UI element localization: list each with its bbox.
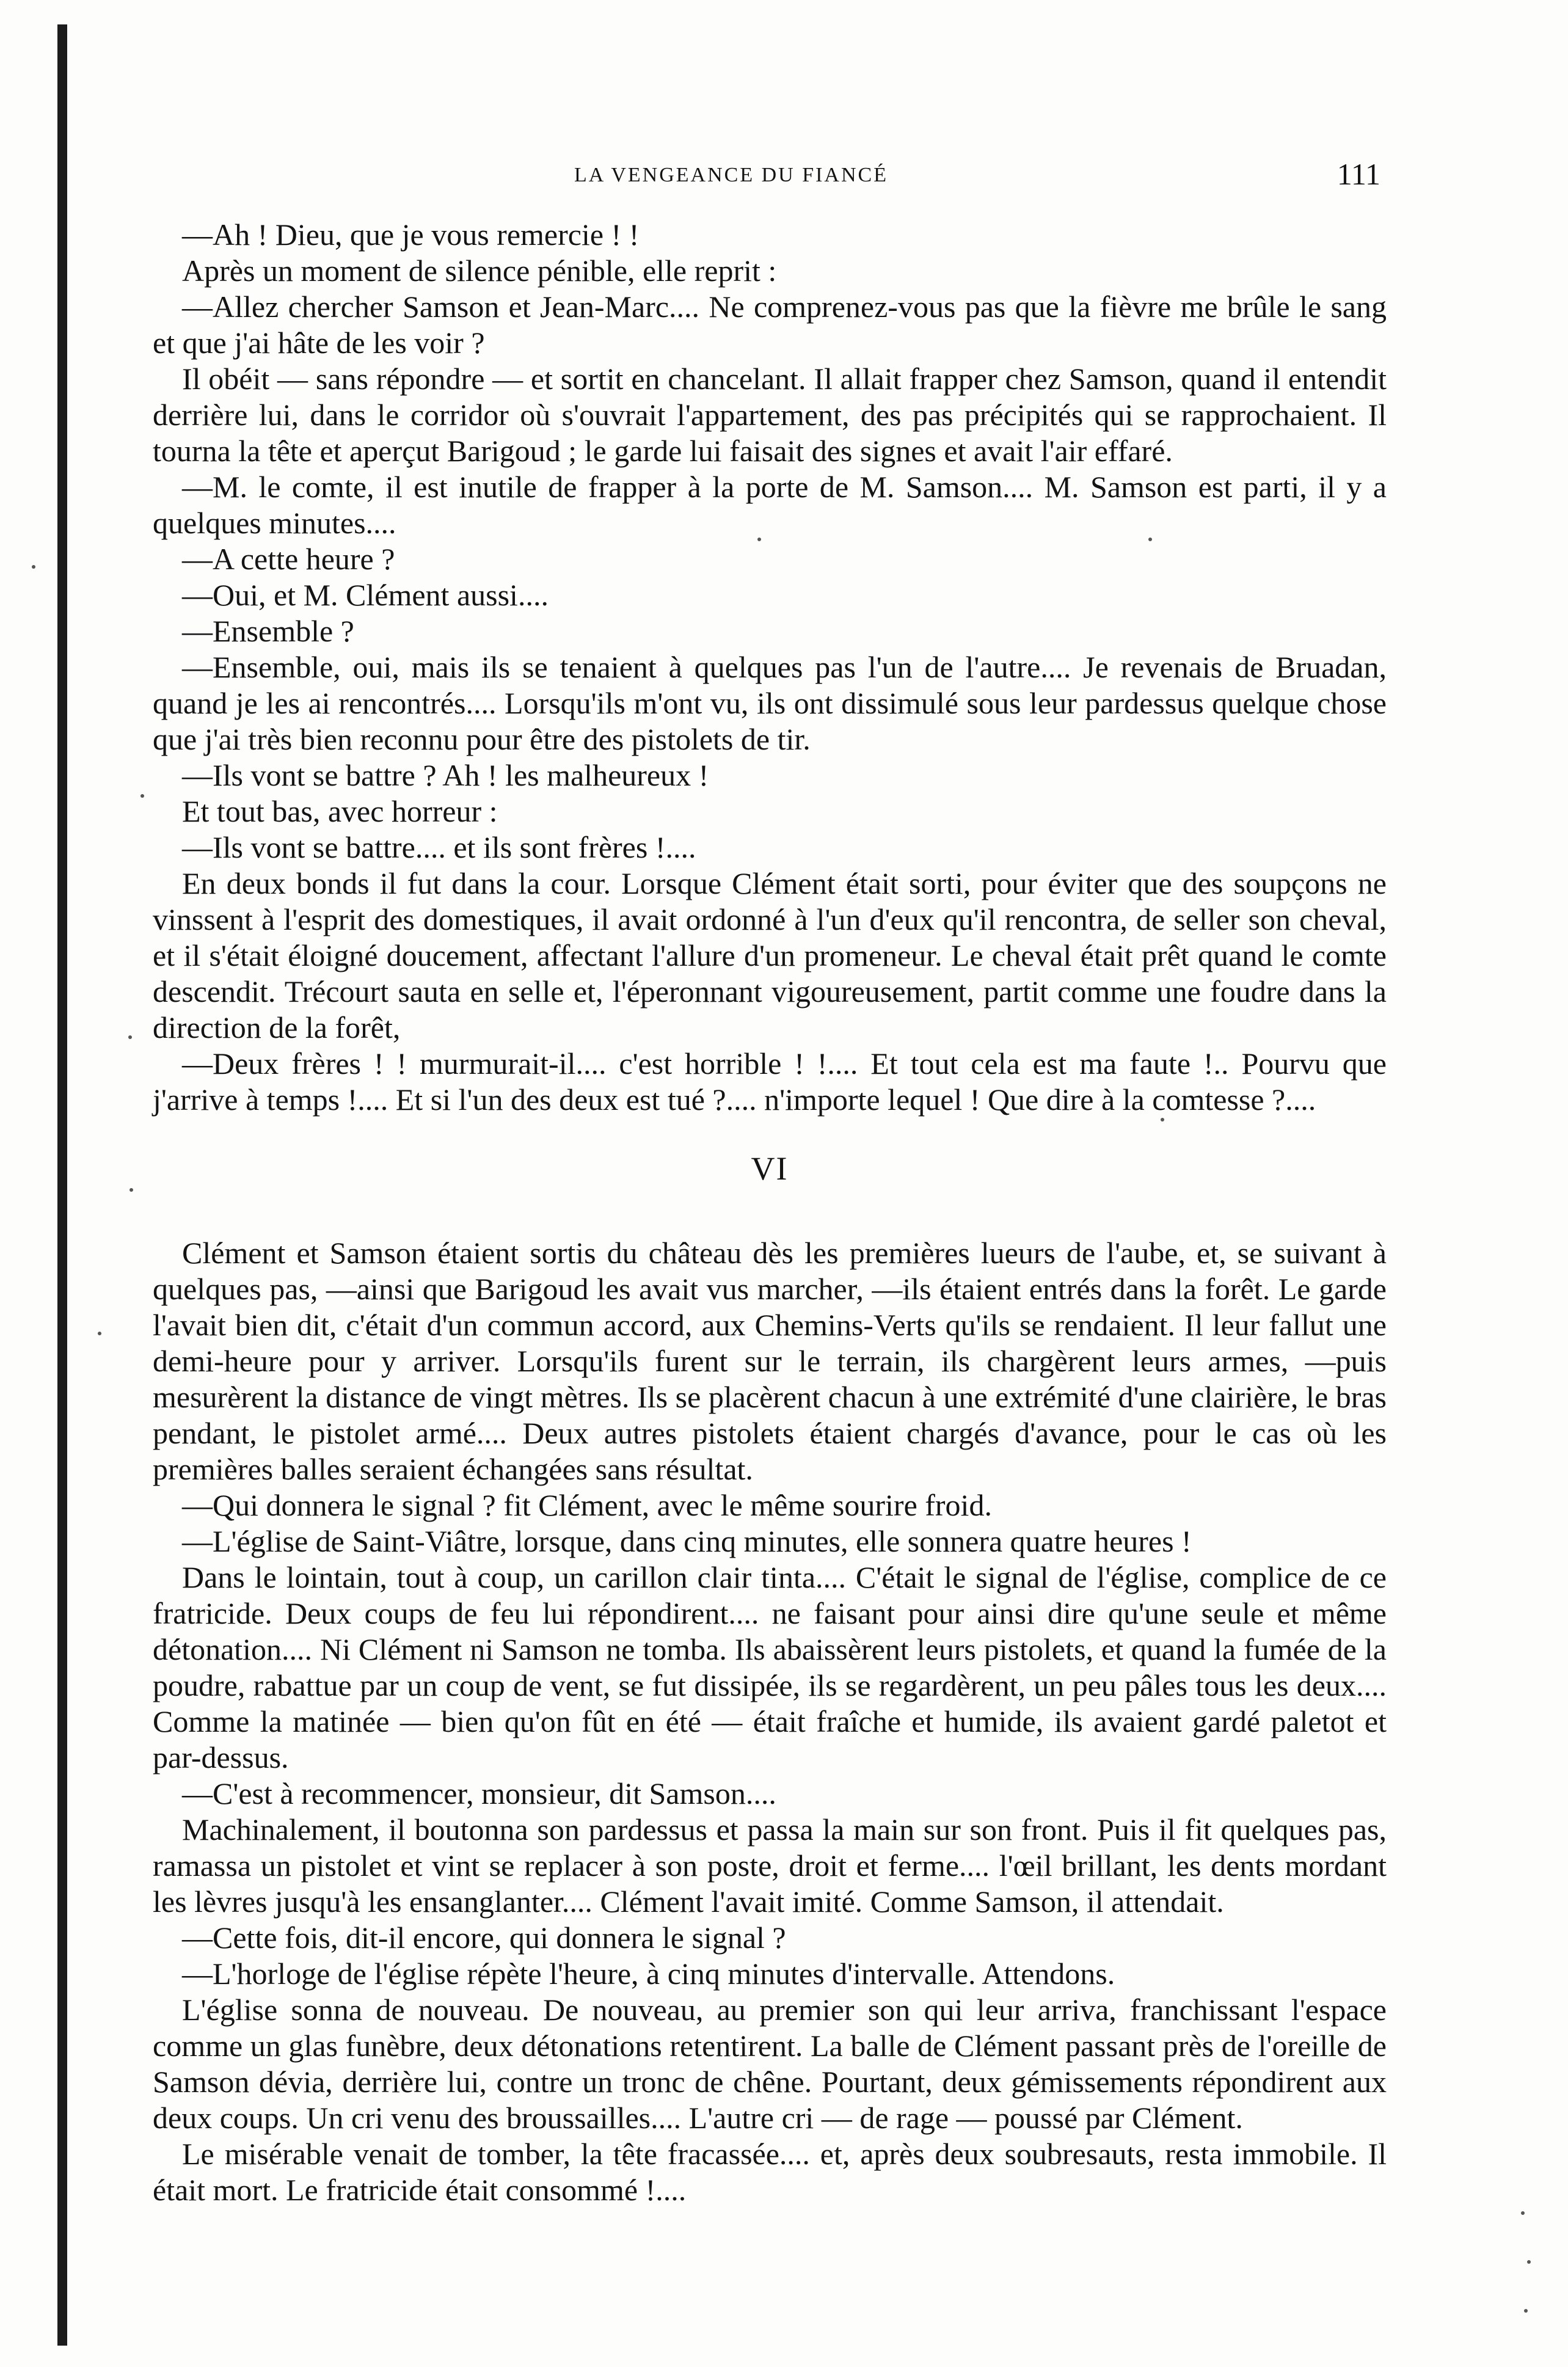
paragraph: —A cette heure ? (182, 542, 395, 576)
scan-speck (98, 1332, 101, 1335)
scan-speck (757, 538, 761, 541)
chapter-text-before (153, 217, 1387, 1118)
paragraph: Il obéit — sans répondre — et sortit en chancelant. Il allait frapper chez Samson, quand il entendit derrière lui, dans le corridor où s'ouvrait l'appartement, des pas précipités qui se rapprochaient. Il tourna la tête et aperçut Barigoud ; le garde lui faisait des signes et avait l'air effaré. (153, 362, 1387, 468)
scan-speck (1524, 2309, 1528, 2313)
scan-speck (128, 1035, 132, 1039)
paragraph: L'église sonna de nouveau. De nouveau, au premier son qui leur arriva, franchissant l'espace comme un glas funèbre, deux détonations retentirent. La balle de Clément passant près de l'oreille de Samson dévia, derrière lui, contre un tronc de chêne. Pourtant, deux gémissements répondirent aux deux coups. Un cri venu des broussailles.... L'autre cri — de rage — poussé par Clément. (153, 1993, 1387, 2135)
paragraph: —L'église de Saint-Viâtre, lorsque, dans cinq minutes, elle sonnera quatre heures ! (182, 1524, 1192, 1558)
paragraph: Après un moment de silence pénible, elle reprit : (182, 253, 777, 288)
paragraph: —Ensemble ? (182, 614, 354, 648)
paragraph: —C'est à recommencer, monsieur, dit Samson.... (182, 1776, 776, 1811)
paragraph: —Cette fois, dit-il encore, qui donnera le signal ? (182, 1920, 786, 1955)
paragraph: —Ah ! Dieu, que je vous remercie ! ! (182, 217, 640, 252)
scan-speck (32, 565, 35, 569)
paragraph: Dans le lointain, tout à coup, un carillon clair tinta.... C'était le signal de l'église, complice de ce fratricide. Deux coups de feu lui répondirent.... ne faisant pour ainsi dire qu'une seule et même détonation.... Ni Clément ni Samson ne tomba. Ils abaissèrent leurs pistolets, et quand la fumée de la poudre, rabattue par un coup de vent, se fut dissipée, ils se regardèrent, un peu pâles tous les deux.... Comme la matinée — bien qu'on fût en été — était fraîche et humide, ils avaient gardé paletot et par-dessus. (153, 1560, 1387, 1774)
paragraph: En deux bonds il fut dans la cour. Lorsque Clément était sorti, pour éviter que des soupçons ne vinssent à l'esprit des domestiques, il avait ordonné à l'un d'eux qu'il rencontra, de seller son cheval, et il s'était éloigné doucement, affectant l'allure d'un promeneur. Le cheval était prêt quand le comte descendit. Trécourt sauta en selle et, l'éperonnant vigoureusement, partit comme une foudre dans la direction de la forêt, (153, 866, 1387, 1045)
binding-edge (57, 24, 67, 2346)
scan-speck (1521, 2211, 1525, 2215)
paragraph: —Ensemble, oui, mais ils se tenaient à quelques pas l'un de l'autre.... Je revenais de Bruadan, quand je les ai rencontrés.... Lorsqu'ils m'ont vu, ils ont dissimulé sous leur pardessus quelque chose que j'ai très bien reconnu pour être des pistolets de tir. (153, 650, 1387, 756)
scan-speck (129, 1188, 133, 1192)
paragraph: —Deux frères ! ! murmurait-il.... c'est horrible ! !.... Et tout cela est ma faute !.. Pourvu que j'arrive à temps !.... Et si l'un des deux est tué ?.... n'importe lequel ! Que dire à la comtesse ?.... (153, 1046, 1387, 1117)
page-body (153, 217, 1387, 2208)
running-title: LA VENGEANCE DU FIANCÉ (574, 164, 888, 186)
paragraph: —Ils vont se battre.... et ils sont frères !.... (182, 830, 696, 864)
section-heading: VI (751, 1150, 789, 1187)
paragraph: Clément et Samson étaient sortis du château dès les premières lueurs de l'aube, et, se suivant à quelques pas, —ainsi que Barigoud les avait vus marcher, —ils étaient entrés dans la forêt. Le garde l'avait bien dit, c'était d'un commun accord, aux Chemins-Verts qu'ils se rendaient. Il leur fallut une demi-heure pour y arriver. Lorsqu'ils furent sur le terrain, ils chargèrent leurs armes, —puis mesurèrent la distance de vingt mètres. Ils se placèrent chacun à une extrémité d'une clairière, le bras pendant, le pistolet armé.... Deux autres pistolets étaient chargés d'avance, pour le cas où les premières balles seraient échangées sans résultat. (153, 1236, 1387, 1486)
paragraph: —Qui donnera le signal ? fit Clément, avec le même sourire froid. (182, 1488, 992, 1522)
paragraph: Le misérable venait de tomber, la tête fracassée.... et, après deux soubresauts, resta immobile. Il était mort. Le fratricide était consommé !.... (153, 2137, 1387, 2207)
paragraph: Et tout bas, avec horreur : (182, 794, 498, 828)
paragraph: —Oui, et M. Clément aussi.... (182, 578, 549, 612)
chapter-text-after (153, 1235, 1387, 2208)
paragraph: —L'horloge de l'église répète l'heure, à cinq minutes d'intervalle. Attendons. (182, 1957, 1115, 1991)
page-header (177, 157, 1387, 197)
scan-speck (1148, 538, 1152, 541)
paragraph: Machinalement, il boutonna son pardessus et passa la main sur son front. Puis il fit quelques pas, ramassa un pistolet et vint se replacer à son poste, droit et ferme.... l'œil brillant, les dents mordant les lèvres jusqu'à les ensanglanter.... Clément l'avait imité. Comme Samson, il attendait. (153, 1812, 1387, 1919)
scan-speck (140, 794, 144, 798)
page-number: 111 (1336, 157, 1380, 191)
scan-speck (1161, 1118, 1164, 1121)
scan-speck (1527, 2260, 1531, 2264)
paragraph: —Allez chercher Samson et Jean-Marc.... Ne comprenez-vous pas que la fièvre me brûle le sang et que j'ai hâte de les voir ? (153, 290, 1387, 360)
paragraph: —Ils vont se battre ? Ah ! les malheureux ! (182, 758, 709, 792)
paragraph: —M. le comte, il est inutile de frapper à la porte de M. Samson.... M. Samson est parti, il y a quelques minutes.... (153, 470, 1387, 540)
